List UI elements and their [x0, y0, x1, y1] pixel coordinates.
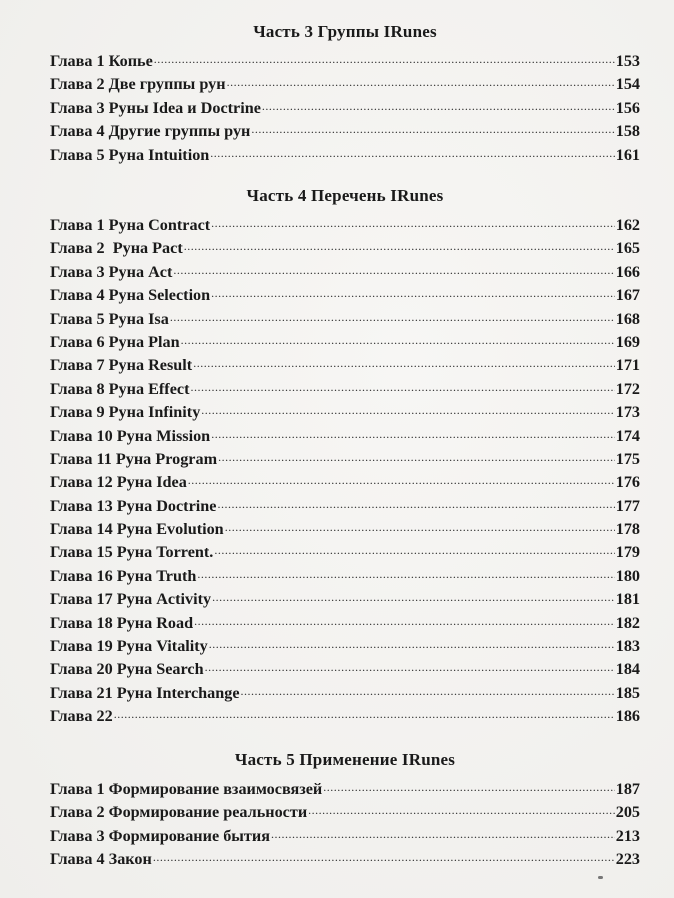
chapter-title: Глава 17 Руна Activity [50, 590, 212, 609]
part-3-section [50, 20, 640, 167]
page-number: 186 [615, 707, 640, 726]
page-number: 185 [615, 683, 640, 702]
dot-leader [271, 823, 615, 846]
chapter-title: Глава 3 Руны Idea и Doctrine [50, 98, 261, 117]
toc-entry [50, 308, 640, 331]
toc-entry [50, 401, 640, 424]
toc-entry [50, 801, 640, 824]
toc-entry [50, 682, 640, 705]
page-number: 183 [615, 637, 640, 656]
page-number: 172 [615, 379, 640, 398]
chapter-title: Глава 14 Руна Evolution [50, 520, 224, 539]
dot-leader [262, 95, 615, 118]
part-title: Часть 5 Применение IRunes [234, 750, 456, 769]
page-number: 174 [615, 426, 640, 445]
toc-entry [50, 635, 640, 658]
dot-leader [194, 610, 615, 633]
dot-leader [181, 329, 615, 352]
toc-entry [50, 588, 640, 611]
chapter-title: Глава 4 Закон [50, 850, 152, 869]
dot-leader [214, 539, 614, 562]
toc-entry [50, 658, 640, 681]
dot-leader [211, 212, 615, 235]
dot-leader [173, 259, 614, 282]
toc-entry [50, 97, 640, 120]
dot-leader [154, 48, 615, 71]
chapter-title: Глава 13 Руна Doctrine [50, 496, 217, 515]
page-number: 171 [615, 356, 640, 375]
part-title: Часть 3 Группы IRunes [253, 22, 437, 41]
page-number: 153 [615, 52, 640, 70]
chapter-title: Глава 5 Руна Isa [50, 309, 169, 328]
chapter-title: Глава 5 Руна Intuition [50, 145, 210, 164]
chapter-title: Глава 1 Копье [50, 52, 153, 70]
page-number: 168 [615, 309, 640, 328]
dot-leader [217, 493, 614, 516]
chapter-title: Глава 9 Руна Infinity [50, 403, 201, 422]
page-number: 167 [615, 286, 640, 305]
page-number: 158 [615, 122, 640, 141]
part-title: Часть 4 Перечень IRunes [246, 186, 444, 205]
toc-entry [50, 518, 640, 541]
toc-entry [50, 612, 640, 635]
page-number: 175 [615, 449, 640, 468]
dot-leader [193, 352, 615, 375]
dot-leader [227, 71, 615, 94]
chapter-title: Глава 16 Руна Truth [50, 566, 197, 585]
chapter-title: Глава 21 Руна Interchange [50, 683, 240, 702]
dot-leader [212, 586, 615, 609]
toc-list [50, 50, 640, 167]
dot-leader [170, 306, 615, 329]
toc-entry [50, 471, 640, 494]
chapter-title: Глава 2 Формирование реальности [50, 803, 308, 822]
page-number: 205 [615, 803, 640, 822]
toc-entry [50, 73, 640, 96]
page-number: 162 [615, 216, 640, 234]
chapter-title: Глава 6 Руна Plan [50, 332, 180, 351]
dot-leader [211, 282, 615, 305]
chapter-title: Глава 4 Руна Selection [50, 286, 211, 305]
part-4-section [50, 184, 640, 729]
chapter-title: Глава 11 Руна Program [50, 449, 218, 468]
toc-entry [50, 378, 640, 401]
dot-leader [211, 423, 615, 446]
toc-entry [50, 448, 640, 471]
paper-speck [598, 876, 603, 879]
toc-entry [50, 825, 640, 848]
chapter-title: Глава 4 Другие группы рун [50, 122, 251, 141]
page-number: 176 [615, 473, 640, 492]
dot-leader [153, 846, 615, 869]
chapter-title: Глава 2 Руна Pact [50, 239, 183, 258]
toc-list [50, 778, 640, 872]
dot-leader [205, 656, 615, 679]
toc-entry [50, 284, 640, 307]
dot-leader [251, 118, 614, 141]
toc-entry [50, 541, 640, 564]
toc-entry [50, 848, 640, 871]
toc-entry [50, 425, 640, 448]
toc-entry [50, 214, 640, 237]
page-number: 154 [615, 75, 640, 94]
chapter-title: Глава 19 Руна Vitality [50, 637, 208, 656]
page-number: 156 [615, 98, 640, 117]
toc-entry [50, 705, 640, 728]
page-number: 165 [615, 239, 640, 258]
dot-leader [188, 469, 615, 492]
toc-entry [50, 565, 640, 588]
dot-leader [210, 142, 614, 165]
toc-entry [50, 354, 640, 377]
page-number: 181 [615, 590, 640, 609]
chapter-title: Глава 12 Руна Idea [50, 473, 187, 492]
toc-entry [50, 144, 640, 167]
page-number: 182 [615, 613, 640, 632]
dot-leader [225, 516, 615, 539]
dot-leader [197, 563, 614, 586]
chapter-title: Глава 1 Формирование взаимосвязей [50, 780, 323, 798]
chapter-title: Глава 10 Руна Mission [50, 426, 211, 445]
dot-leader [308, 799, 615, 822]
page-number: 180 [615, 566, 640, 585]
toc-entry [50, 778, 640, 801]
toc-entry [50, 331, 640, 354]
page-number: 213 [615, 826, 640, 845]
chapter-title: Глава 7 Руна Result [50, 356, 193, 375]
page-number: 169 [615, 332, 640, 351]
chapter-title: Глава 20 Руна Search [50, 660, 204, 679]
toc-entry [50, 495, 640, 518]
dot-leader [218, 446, 615, 469]
dot-leader [323, 776, 614, 799]
dot-leader [209, 633, 615, 656]
chapter-title: Глава 8 Руна Effect [50, 379, 190, 398]
chapter-title: Глава 3 Руна Act [50, 262, 173, 281]
page-number: 223 [615, 850, 640, 869]
chapter-title: Глава 18 Руна Road [50, 613, 194, 632]
chapter-title: Глава 1 Руна Contract [50, 216, 211, 234]
toc-entry [50, 261, 640, 284]
dot-leader [241, 680, 615, 703]
toc-list [50, 214, 640, 729]
page-number: 179 [615, 543, 640, 562]
page-number: 173 [615, 403, 640, 422]
page-number: 187 [615, 780, 640, 798]
toc-entry [50, 50, 640, 73]
toc-entry [50, 120, 640, 143]
dot-leader [114, 703, 615, 726]
page-number: 177 [615, 496, 640, 515]
part-5-section [50, 748, 640, 872]
page-number: 178 [615, 520, 640, 539]
chapter-title: Глава 3 Формирование бытия [50, 826, 270, 845]
dot-leader [201, 399, 614, 422]
chapter-title: Глава 22 [50, 707, 113, 726]
dot-leader [190, 376, 614, 399]
toc-entry [50, 237, 640, 260]
page-number: 184 [615, 660, 640, 679]
page-number: 161 [615, 145, 640, 164]
page-number: 166 [615, 262, 640, 281]
chapter-title: Глава 15 Руна Torrent. [50, 543, 214, 562]
chapter-title: Глава 2 Две группы рун [50, 75, 226, 94]
dot-leader [184, 235, 615, 258]
